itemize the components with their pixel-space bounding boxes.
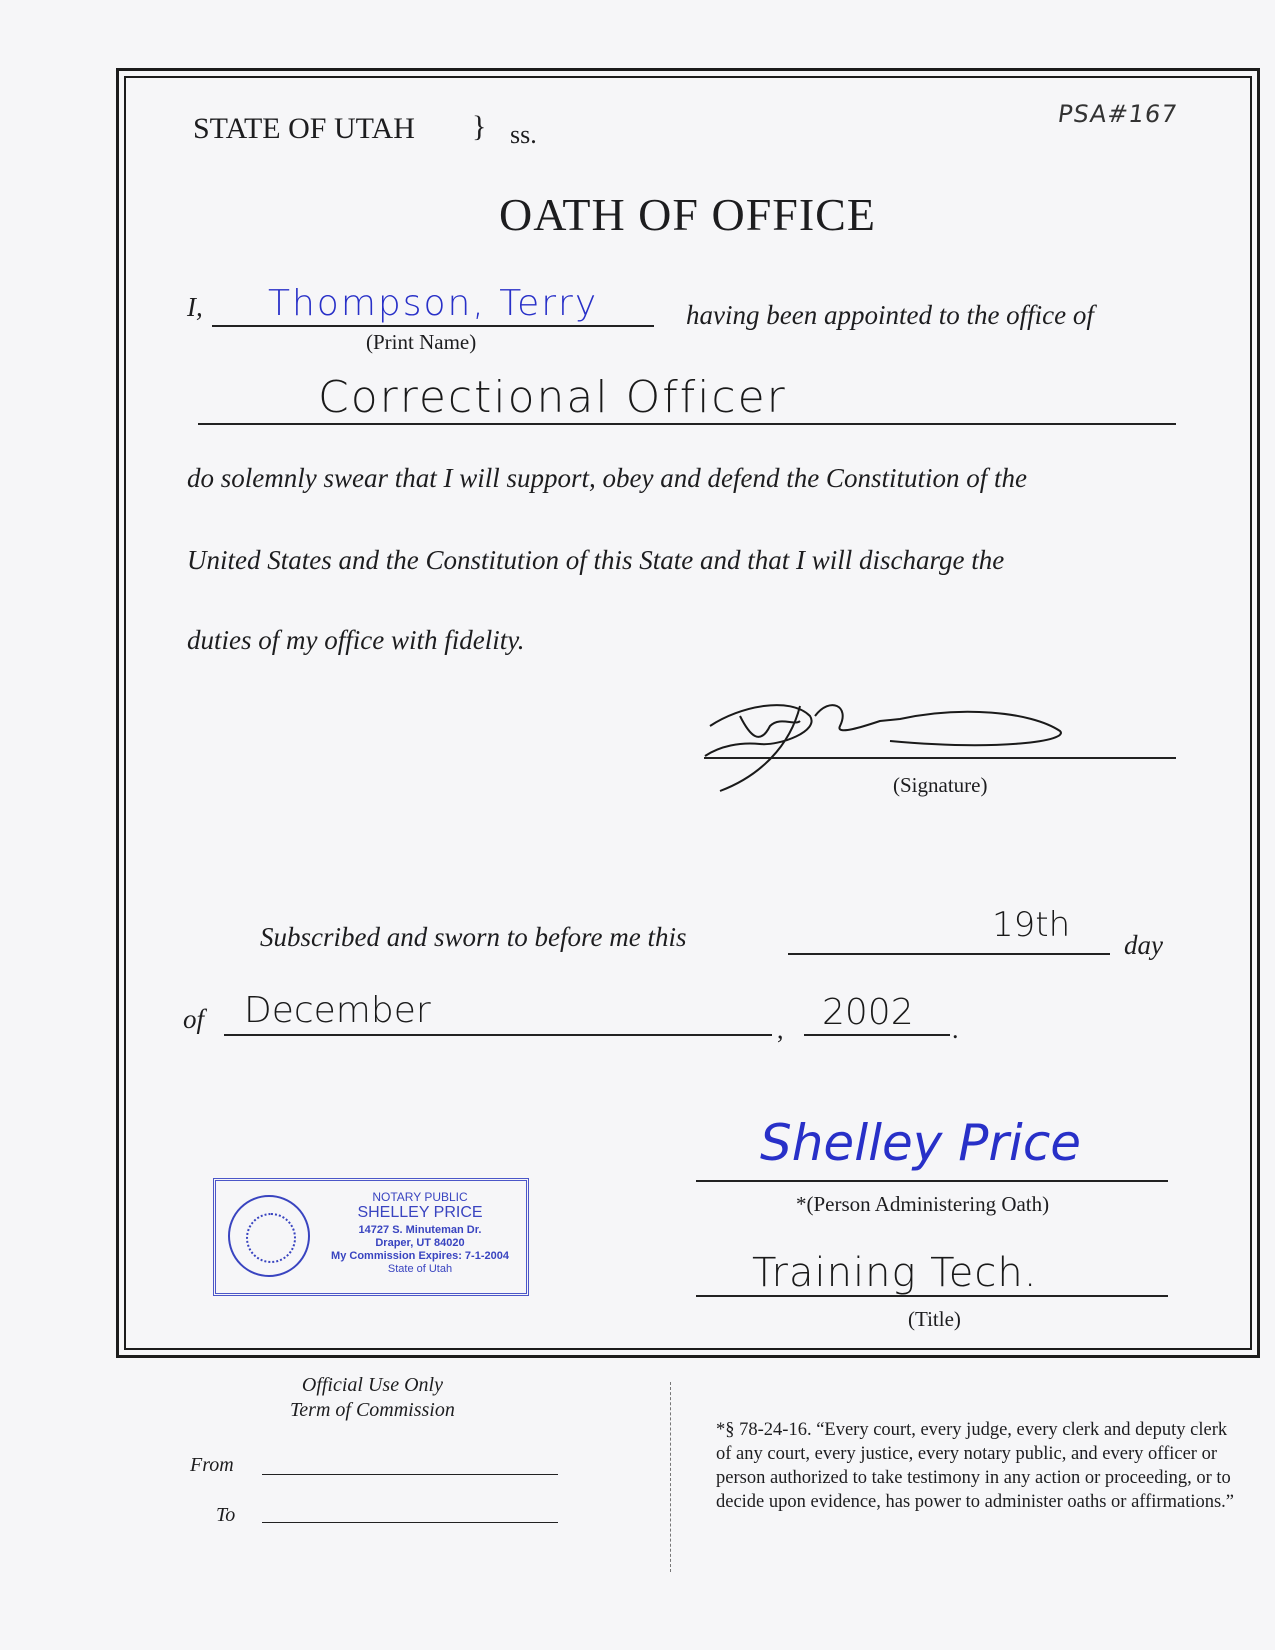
document-title: OATH OF OFFICE (499, 189, 876, 240)
from-label: From (190, 1454, 234, 1476)
stamp-line2: SHELLEY PRICE (357, 1204, 483, 1221)
official-use-label: Official Use Only (301, 1374, 443, 1396)
state-label: STATE OF UTAH (193, 112, 415, 145)
brace-symbol: } (472, 110, 487, 143)
stamp-line1: NOTARY PUBLIC (372, 1190, 468, 1204)
i-label: I, (187, 292, 203, 322)
appointed-text: having been appointed to the office of (686, 300, 1094, 330)
day-handwritten: 19th (992, 905, 1071, 945)
month-line (224, 1034, 772, 1036)
year-handwritten: 2002 (822, 992, 914, 1033)
inner-border (124, 76, 1252, 1350)
from-line (262, 1474, 558, 1475)
name-caption: (Print Name) (366, 330, 477, 354)
form-number-handwritten: PSA#167 (1056, 100, 1180, 128)
comma: , (777, 1015, 784, 1044)
title-caption: (Title) (908, 1307, 961, 1331)
administrator-caption: *(Person Administering Oath) (796, 1192, 1050, 1216)
state-seal-icon (228, 1195, 310, 1277)
oath-body-line1: do solemnly swear that I will support, obey and defend the Constitution of the (187, 463, 1027, 493)
notary-stamp (213, 1178, 529, 1296)
official-use-block (290, 1373, 455, 1423)
statute-text: *§ 78-24-16. “Every court, every judge, every clerk and deputy clerk of any court, every justice, every notary public, and every officer or person authorized to take testimony in any action or proceeding, or to decide upon evidence, has power to administer oaths or affirmations.” (716, 1420, 1235, 1513)
day-label: day (1124, 930, 1163, 960)
ss-label: ss. (510, 120, 537, 149)
month-handwritten: December (244, 990, 431, 1031)
administrator-line (696, 1180, 1168, 1182)
subscribed-text: Subscribed and sworn to before me this (260, 922, 687, 952)
stamp-line6: State of Utah (387, 1263, 453, 1275)
oath-body-line2: United States and the Constitution of this State and that I will discharge the (187, 545, 1005, 575)
administrator-signature-handwritten: Shelley Price (760, 1114, 1082, 1172)
term-of-commission-label: Term of Commission (290, 1399, 455, 1421)
period: . (952, 1015, 959, 1044)
office-handwritten: Correctional Officer (318, 372, 787, 423)
title-handwritten: Training Tech. (752, 1250, 1038, 1296)
day-line (788, 953, 1110, 955)
year-line (804, 1034, 950, 1036)
vertical-divider (670, 1382, 671, 1572)
title-line (696, 1295, 1168, 1297)
stamp-line4: Draper, UT 84020 (375, 1237, 465, 1249)
oath-body-line3: duties of my office with fidelity. (187, 625, 525, 655)
name-line (212, 325, 654, 327)
to-line (262, 1522, 558, 1523)
stamp-line3: 14727 S. Minuteman Dr. (358, 1224, 482, 1236)
office-line (198, 423, 1176, 425)
name-handwritten: Thompson, Terry (268, 283, 599, 324)
signature-line (704, 757, 1176, 759)
oath-signature-scribble (700, 686, 1080, 796)
to-label: To (216, 1504, 236, 1526)
stamp-line5: My Commission Expires: 7-1-2004 (331, 1250, 509, 1262)
signature-caption: (Signature) (893, 773, 988, 797)
of-label: of (183, 1004, 205, 1034)
